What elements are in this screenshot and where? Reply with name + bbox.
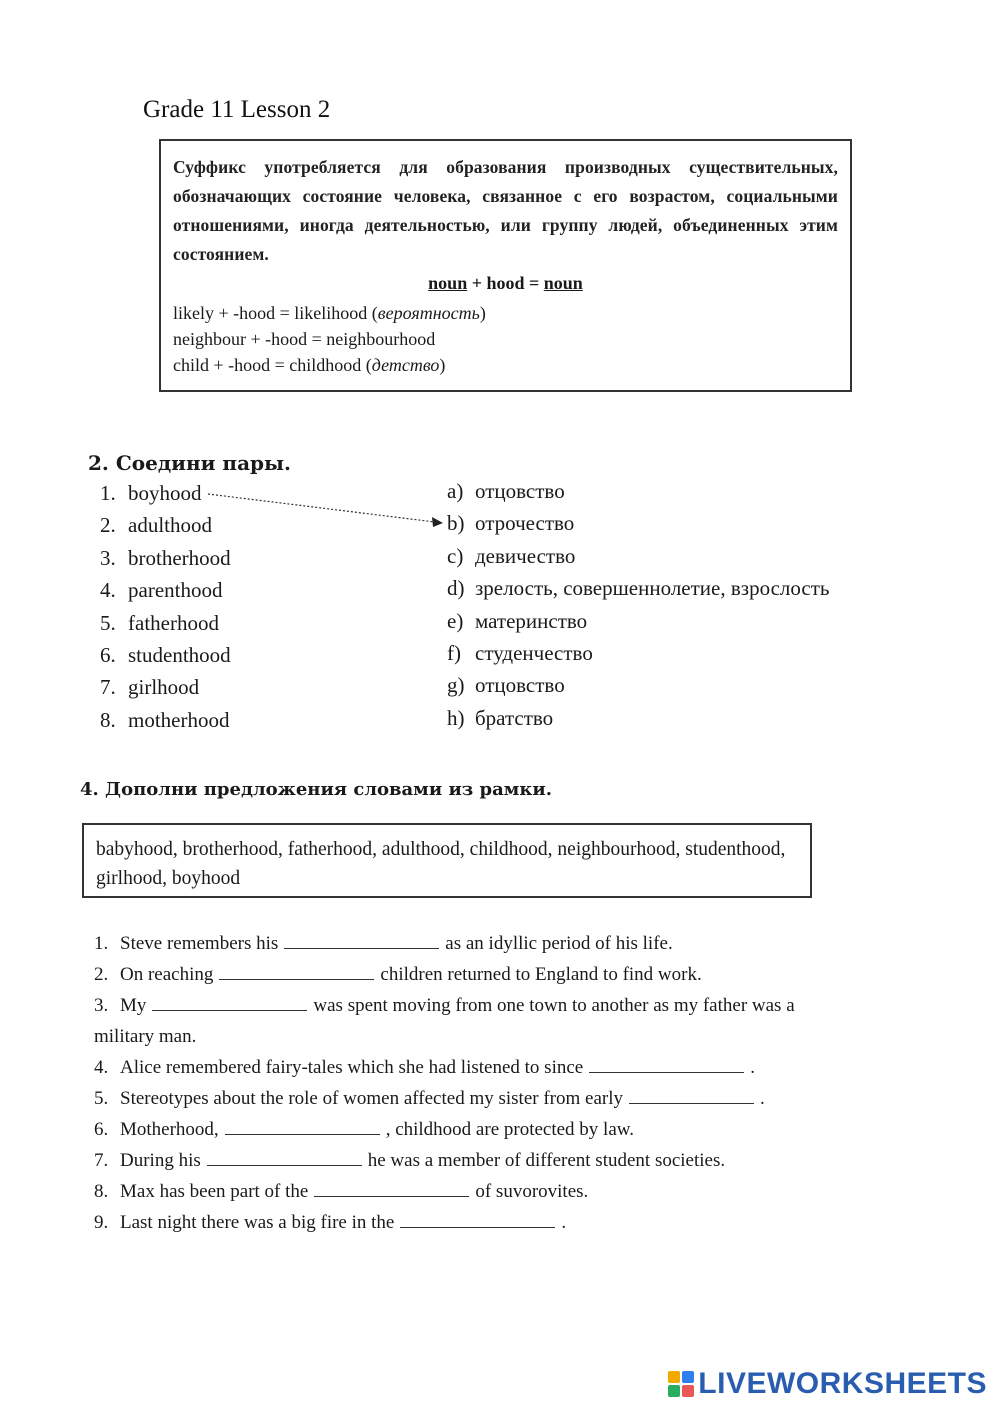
formula-left: noun [428,273,468,293]
list-item[interactable]: 2. adulthood [100,513,212,538]
list-item[interactable]: g) отцовство [447,673,565,698]
example-item: neighbour + -hood = neighbourhood [173,329,436,349]
list-item[interactable]: 6. studenthood [100,642,231,667]
logo-square-4 [682,1385,694,1397]
example-item: likely + -hood = likelihood (вероятность) [173,303,486,323]
word-box: babyhood, brotherhood, fatherhood, adulthood, childhood, neighbourhood, studenthood, girlhood, boyhood [82,823,812,898]
list-item[interactable]: 4. parenthood [100,578,223,603]
rule-formula [173,273,838,294]
sentence-item: 7. During his he was a member of different student societies. [94,1150,726,1171]
list-item[interactable]: a) отцовство [447,479,565,503]
logo-text: LIVEWORKSHEETS [698,1367,987,1400]
rule-box [159,139,852,392]
answer-blank[interactable] [219,964,374,980]
sentence-item: 4. Alice remembered fairy-tales which she had listened to since . [94,1057,755,1078]
answer-blank[interactable] [152,995,307,1011]
liveworksheets-logo [668,1367,987,1401]
list-item[interactable]: h) братство [447,705,554,730]
sentence-item: 1. Steve remembers his as an idyllic period of his life. [94,933,673,954]
example-match-arrow [205,488,455,533]
rule-description: Суффикс употребляется для образования производных существительных, обозначающих состояние человека, связанное с его возрастом, социальными отношениями, иногда деятельностью, или группу людей, объединенных этим состоянием. [173,157,838,264]
formula-middle: + hood = [471,273,540,293]
sentence-item: 9. Last night there was a big fire in the . [94,1212,567,1233]
answer-blank[interactable] [589,1057,744,1073]
sentence-item: 5. Stereotypes about the role of women affected my sister from early . [94,1088,765,1109]
list-item[interactable]: 5. fatherhood [100,610,219,635]
sentence-item: 8. Max has been part of the of suvorovites. [94,1181,589,1202]
list-item[interactable]: b) отрочество [447,511,575,536]
formula-right: noun [543,273,583,293]
logo-square-3 [668,1385,680,1397]
page-title: Grade 11 Lesson 2 [143,96,331,123]
sentence-item: 3. My was spent moving from one town to another as my father was a military man. [94,995,795,1047]
list-item[interactable]: c) девичество [447,543,576,568]
answer-blank[interactable] [314,1181,469,1197]
list-item[interactable]: d) зрелость, совершеннолетие, взрослость [447,576,830,601]
sentence-item: 6. Motherhood, , childhood are protected by law. [94,1119,635,1140]
answer-blank[interactable] [629,1088,754,1104]
answer-blank[interactable] [225,1119,380,1135]
list-item[interactable]: 8. motherhood [100,707,230,732]
exercise2-heading: 2. Соедини пары. [88,451,292,475]
rule-examples [173,300,838,378]
answer-blank[interactable] [284,933,439,949]
logo-square-2 [682,1371,694,1383]
answer-blank[interactable] [207,1150,362,1166]
example-item: child + -hood = childhood (детство) [173,355,446,375]
exercise4-sentences [94,928,834,1238]
list-item[interactable]: 7. girlhood [100,675,200,700]
list-item[interactable]: 3. brotherhood [100,545,231,570]
logo-square-1 [668,1371,680,1383]
list-item[interactable]: 1. boyhood [100,481,202,505]
exercise4-heading: 4. Дополни предложения словами из рамки. [80,779,553,800]
logo-icon [668,1371,694,1397]
answer-blank[interactable] [400,1212,555,1228]
exercise2-right-list [447,479,917,738]
list-item[interactable]: f) студенчество [447,640,593,665]
list-item[interactable]: e) материнство [447,608,588,633]
sentence-item: 2. On reaching children returned to England to find work. [94,964,702,985]
